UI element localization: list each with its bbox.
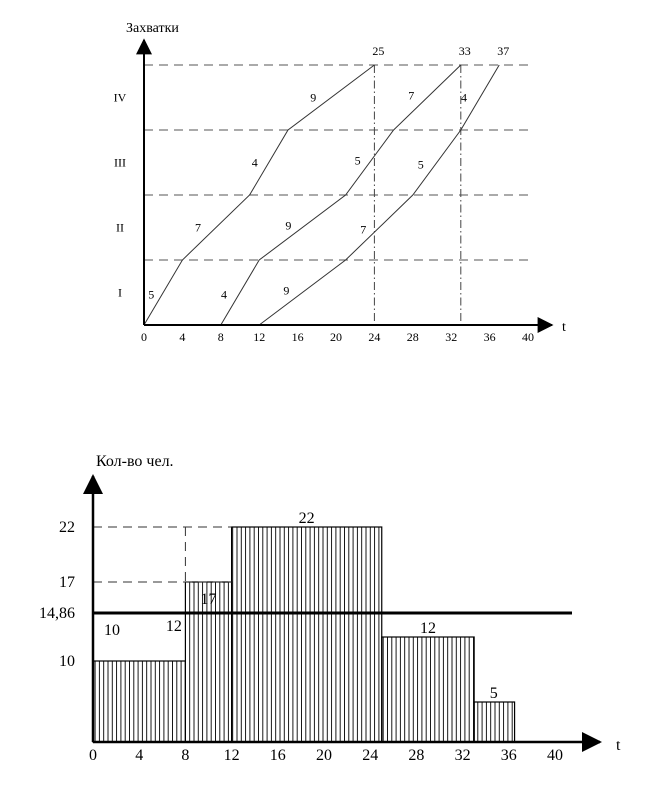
staffing-y-tick-22: 22 bbox=[59, 519, 75, 536]
staffing-x-tick-4: 4 bbox=[135, 747, 144, 764]
schedule-labels bbox=[114, 44, 534, 344]
staffing-bar-3 bbox=[232, 527, 382, 742]
average-left-label-2: 12 bbox=[165, 618, 182, 635]
staffing-x-tick-40: 40 bbox=[547, 747, 563, 764]
staffing-chart bbox=[39, 453, 621, 764]
schedule-x-label: t bbox=[562, 320, 566, 335]
segment-label-2-3: 5 bbox=[354, 153, 361, 168]
staffing-x-tick-32: 32 bbox=[454, 747, 471, 764]
schedule-x-tick-4: 4 bbox=[179, 330, 186, 344]
schedule-x-tick-40: 40 bbox=[522, 330, 534, 344]
staffing-bar-5 bbox=[474, 702, 514, 742]
staffing-bar-label-5: 5 bbox=[489, 685, 498, 702]
staffing-y-tick-14,86: 14,86 bbox=[39, 605, 75, 622]
staffing-x-tick-8: 8 bbox=[181, 747, 190, 764]
segment-label-2-2: 9 bbox=[285, 218, 292, 233]
schedule-x-tick-28: 28 bbox=[406, 330, 419, 344]
segment-label-1-4: 9 bbox=[310, 90, 317, 105]
end-label-3: 37 bbox=[497, 44, 510, 58]
segment-label-3-2: 7 bbox=[360, 222, 367, 237]
schedule-x-tick-8: 8 bbox=[217, 330, 224, 344]
staffing-y-label: Кол-во чел. bbox=[96, 453, 174, 470]
schedule-y-tick-IV: IV bbox=[113, 90, 127, 105]
staffing-x-tick-20: 20 bbox=[316, 747, 332, 764]
staffing-bar-label-2: 17 bbox=[200, 591, 217, 608]
staffing-x-label: t bbox=[616, 737, 621, 754]
staffing-y-tick-17: 17 bbox=[59, 574, 75, 591]
staffing-bar-1 bbox=[93, 661, 185, 742]
staffing-bar-label-4: 12 bbox=[419, 620, 436, 637]
staffing-x-tick-28: 28 bbox=[408, 747, 425, 764]
schedule-axes bbox=[144, 40, 552, 325]
schedule-y-tick-II: II bbox=[116, 220, 124, 235]
schedule-y-tick-I: I bbox=[118, 285, 122, 300]
schedule-x-tick-20: 20 bbox=[330, 330, 342, 344]
segment-label-3-1: 9 bbox=[283, 283, 290, 298]
staffing-x-tick-12: 12 bbox=[223, 747, 240, 764]
average-left-label-1: 10 bbox=[104, 622, 120, 639]
segment-label-3-4: 4 bbox=[461, 90, 467, 105]
staffing-y-tick-10: 10 bbox=[59, 653, 75, 670]
schedule-x-tick-32: 32 bbox=[445, 330, 458, 344]
schedule-x-tick-24: 24 bbox=[368, 330, 381, 344]
end-label-2: 33 bbox=[458, 44, 471, 58]
staffing-x-tick-24: 24 bbox=[362, 747, 379, 764]
schedule-y-tick-III: III bbox=[114, 155, 126, 170]
staffing-x-tick-0: 0 bbox=[89, 747, 97, 764]
segment-label-1-2: 7 bbox=[195, 220, 201, 235]
schedule-chart bbox=[114, 21, 566, 344]
segment-label-2-1: 4 bbox=[221, 287, 227, 302]
staffing-bar-4 bbox=[382, 637, 474, 742]
segment-label-3-3: 5 bbox=[417, 157, 424, 172]
end-label-1: 25 bbox=[372, 44, 385, 58]
schedule-x-tick-16: 16 bbox=[291, 330, 304, 344]
segment-label-1-1: 5 bbox=[148, 287, 155, 302]
schedule-x-tick-36: 36 bbox=[483, 330, 496, 344]
segment-label-1-3: 4 bbox=[251, 155, 258, 170]
staffing-x-tick-16: 16 bbox=[269, 747, 286, 764]
schedule-grid bbox=[144, 65, 532, 260]
staffing-x-tick-36: 36 bbox=[500, 747, 517, 764]
schedule-x-tick-0: 0 bbox=[141, 330, 147, 344]
segment-label-2-4: 7 bbox=[408, 88, 415, 103]
staffing-bar-label-3: 22 bbox=[298, 510, 315, 527]
schedule-y-label: Захватки bbox=[126, 21, 179, 36]
schedule-x-tick-12: 12 bbox=[253, 330, 266, 344]
staffing-bars bbox=[93, 527, 515, 742]
